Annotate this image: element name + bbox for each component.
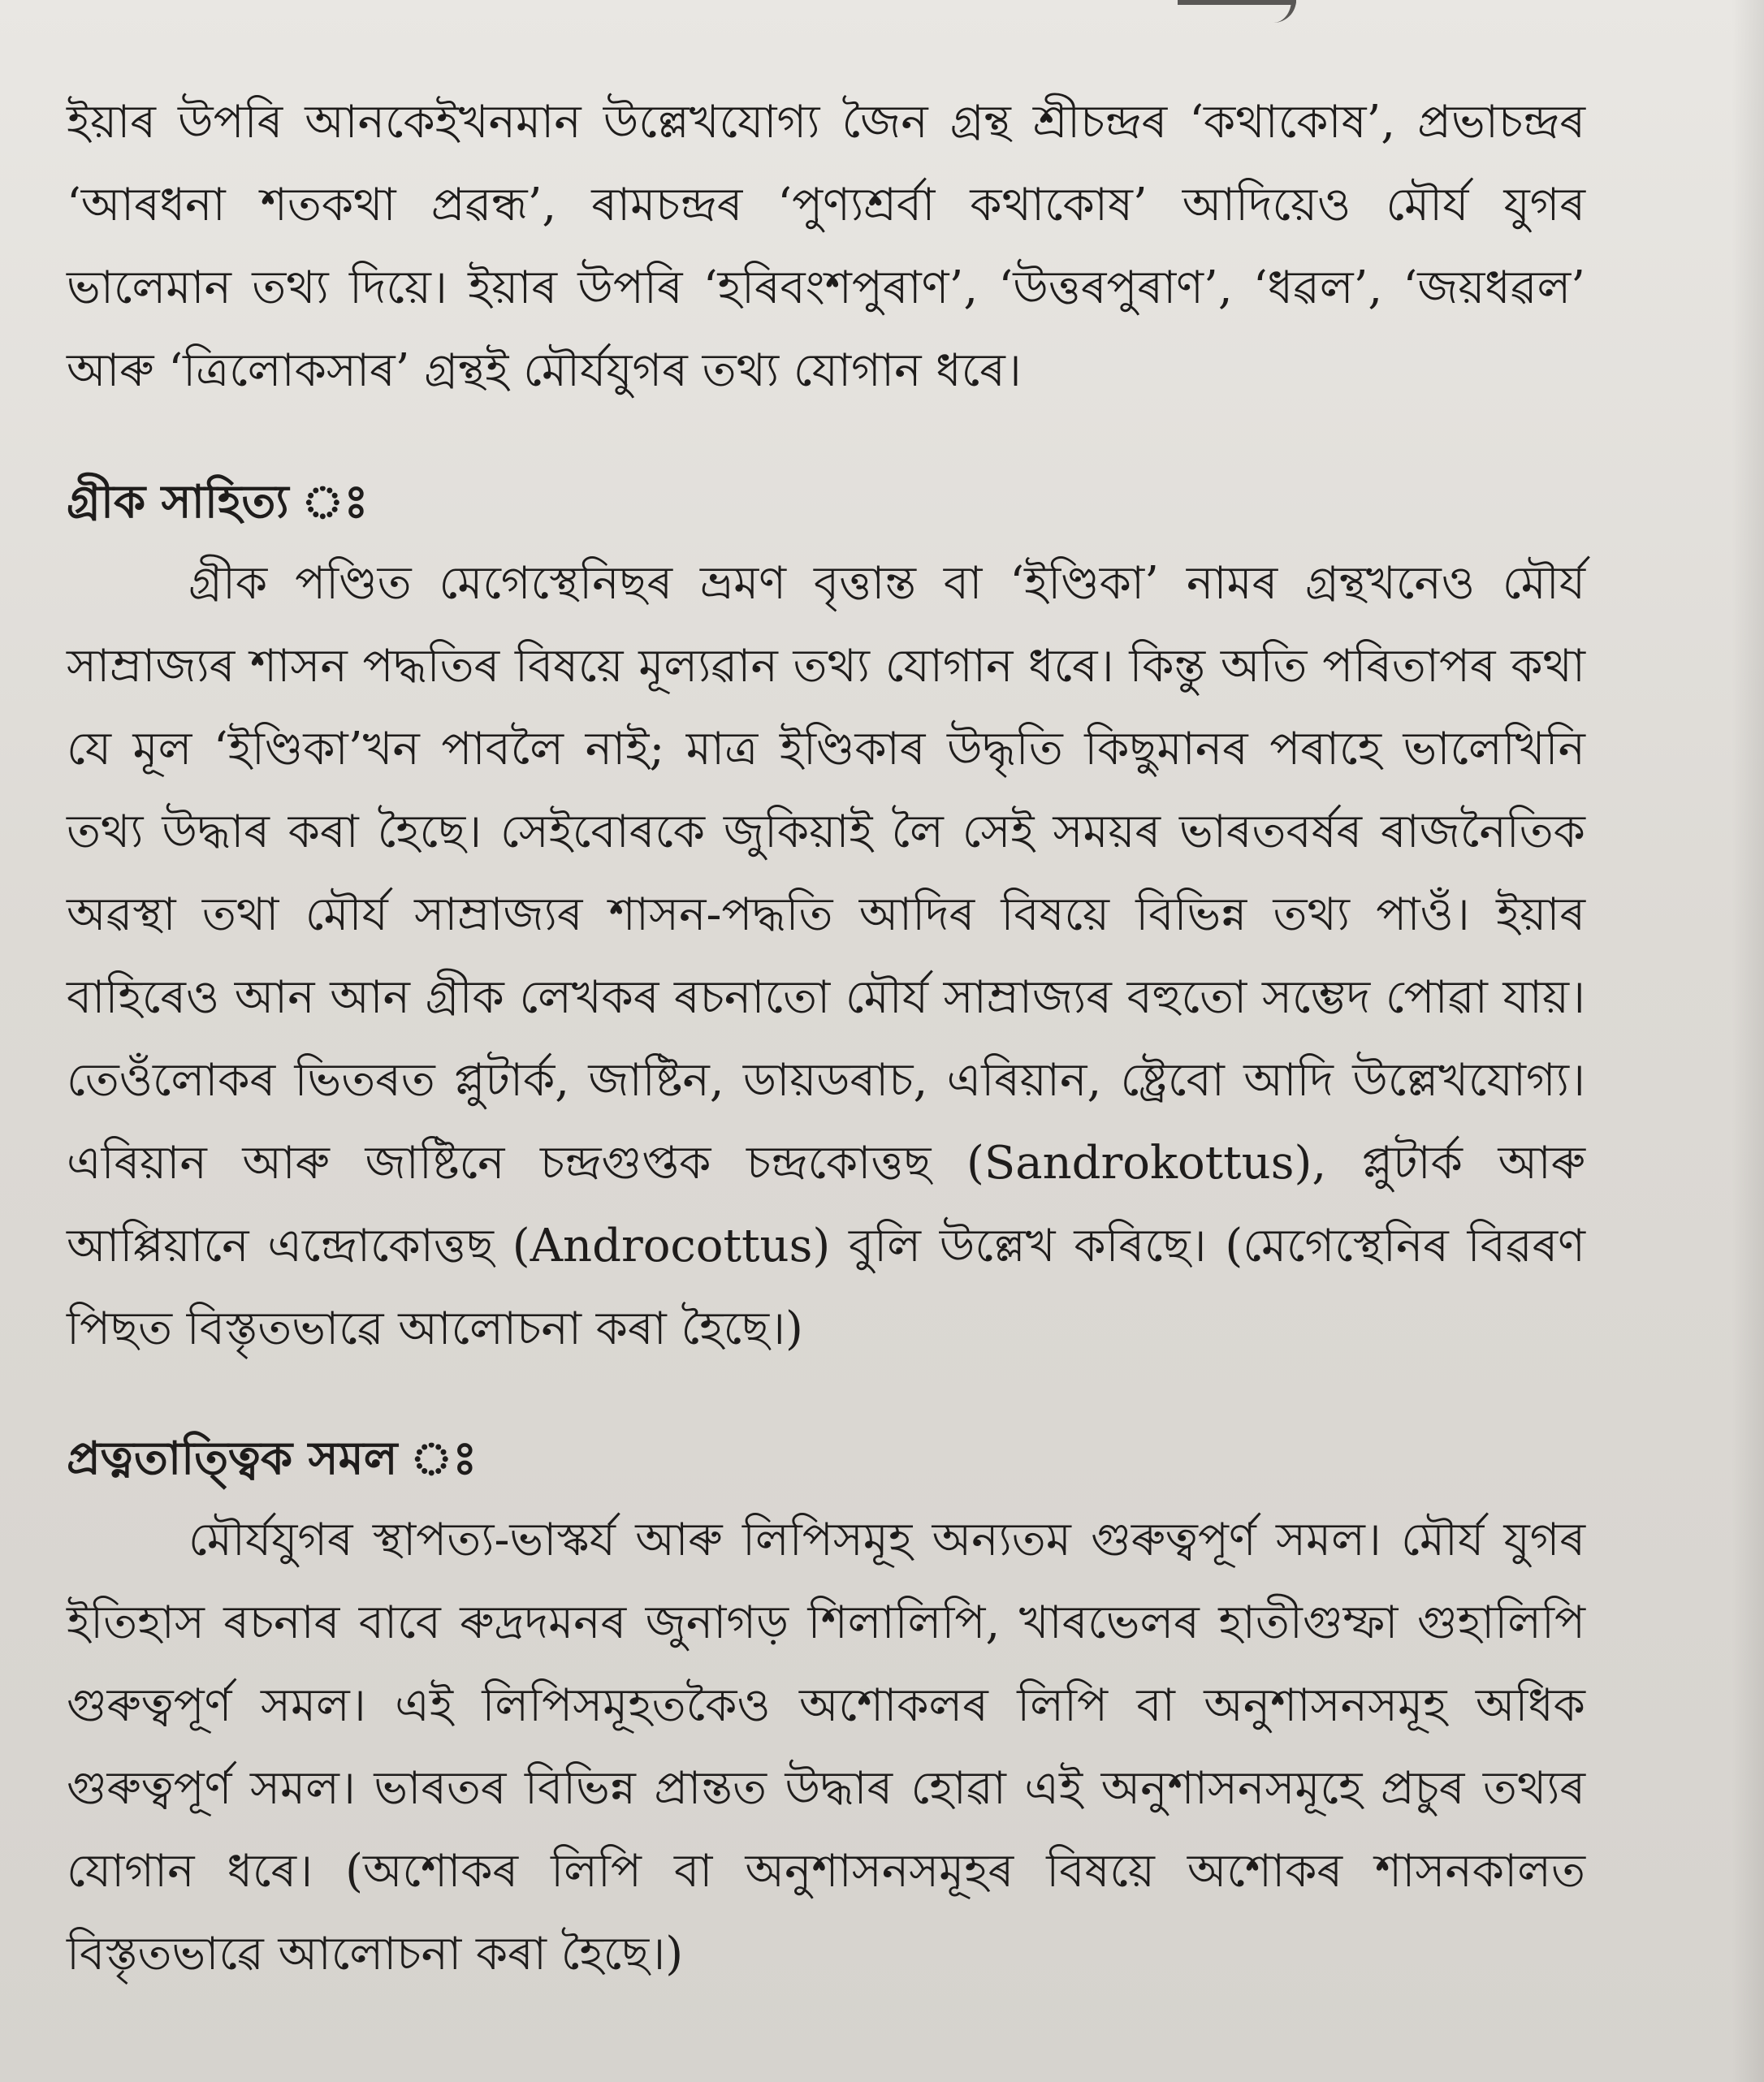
greek-literature-paragraph: গ্ৰীক পণ্ডিত মেগেস্থেনিছৰ ভ্ৰমণ বৃত্তান্ত বা ‘ইণ্ডিকা’ নামৰ গ্ৰন্থখনেও মৌৰ্য সাম্ৰাজ্যৰ শাসন পদ্ধতিৰ বিষয়ে মূল্যৱান তথ্য যোগান ধৰে। কিন্তু অতি পৰিতাপৰ কথা যে মূল ‘ইণ্ডিকা’খন পাবলৈ নাই; মাত্ৰ ইণ্ডিকাৰ উদ্ধৃতি কিছুমানৰ পৰাহে ভালেখিনি তথ্য উদ্ধাৰ কৰা হৈছে। সেইবোৰকে জুকিয়াই লৈ সেই সময়ৰ ভাৰতবৰ্ষৰ ৰাজনৈতিক অৱস্থা তথা মৌৰ্য সাম্ৰাজ্যৰ শাসন-পদ্ধতি আদিৰ বিষয়ে বিভিন্ন তথ্য পাওঁ। ইয়াৰ বাহিৰেও আন আন গ্ৰীক লেখকৰ ৰচনাতো মৌৰ্য সাম্ৰাজ্যৰ বহুতো সম্ভেদ পোৱা যায়। তেওঁলোকৰ ভিতৰত প্লুটাৰ্ক, জাষ্টিন, ডায়ডৰাচ, এৰিয়ান, ষ্ট্ৰেবো আদি উল্লেখযোগ্য। এৰিয়ান আৰু জাষ্টিনে চন্দ্ৰগুপ্তক চন্দ্ৰকোত্তছ (Sandrokottus), প্লুটাৰ্ক আৰু আপ্পিয়ানে এন্দ্ৰোকোত্তছ (Androcottus) বুলি উল্লেখ কৰিছে। (মেগেস্থেনিৰ বিৱৰণ পিছত বিস্তৃতভাৱে আলোচনা কৰা হৈছে।) (67, 557, 1585, 1355)
page-edge-shadow (1732, 0, 1764, 2082)
intro-paragraph: ইয়াৰ উপৰি আনকেইখনমান উল্লেখযোগ্য জৈন গ্ৰন্থ শ্ৰীচন্দ্ৰৰ ‘কথাকোষ’, প্ৰভাচন্দ্ৰৰ ‘আৰধনা শতকথা প্ৰৱন্ধ’, ৰামচন্দ্ৰৰ ‘পুণ্যশ্ৰৰ্বা কথাকোষ’ আদিয়েও মৌৰ্য যুগৰ ভালেমান তথ্য দিয়ে। ইয়াৰ উপৰি ‘হৰিবংশপুৰাণ’, ‘উত্তৰপুৰাণ’, ‘ধৱল’, ‘জয়ধৱল’ আৰু ‘ত্ৰিলোকসাৰ’ গ্ৰন্থই মৌৰ্যযুগৰ তথ্য যোগান ধৰে। (67, 96, 1585, 397)
archaeological-sources-paragraph: মৌৰ্যযুগৰ স্থাপত্য-ভাস্কৰ্য আৰু লিপিসমূহ অন্যতম গুৰুত্বপূৰ্ণ সমল। মৌৰ্য যুগৰ ইতিহাস ৰচনাৰ বাবে ৰুদ্ৰদমনৰ জুনাগড় শিলালিপি, খাৰভেলৰ হাতীগুম্ফা গুহালিপি গুৰুত্বপূৰ্ণ সমল। এই লিপিসমূহতকৈও অশোকলৰ লিপি বা অনুশাসনসমূহ অধিক গুৰুত্বপূৰ্ণ সমল। ভাৰতৰ বিভিন্ন প্ৰান্তত উদ্ধাৰ হোৱা এই অনুশাসনসমূহে প্ৰচুৰ তথ্যৰ যোগান ধৰে। (অশোকৰ লিপি বা অনুশাসনসমূহৰ বিষয়ে অশোকৰ শাসনকালত বিস্তৃতভাৱে আলোচনা কৰা হৈছে।) (67, 1514, 1585, 1980)
page-body (67, 81, 1585, 1996)
heading-greek-literature: গ্ৰীক সাহিত্য ঃ (67, 475, 369, 529)
cut-off-text-fragment (1178, 0, 1296, 23)
heading-archaeological-sources: প্ৰত্নতাত্ত্বিক সমল ঃ (67, 1432, 478, 1485)
